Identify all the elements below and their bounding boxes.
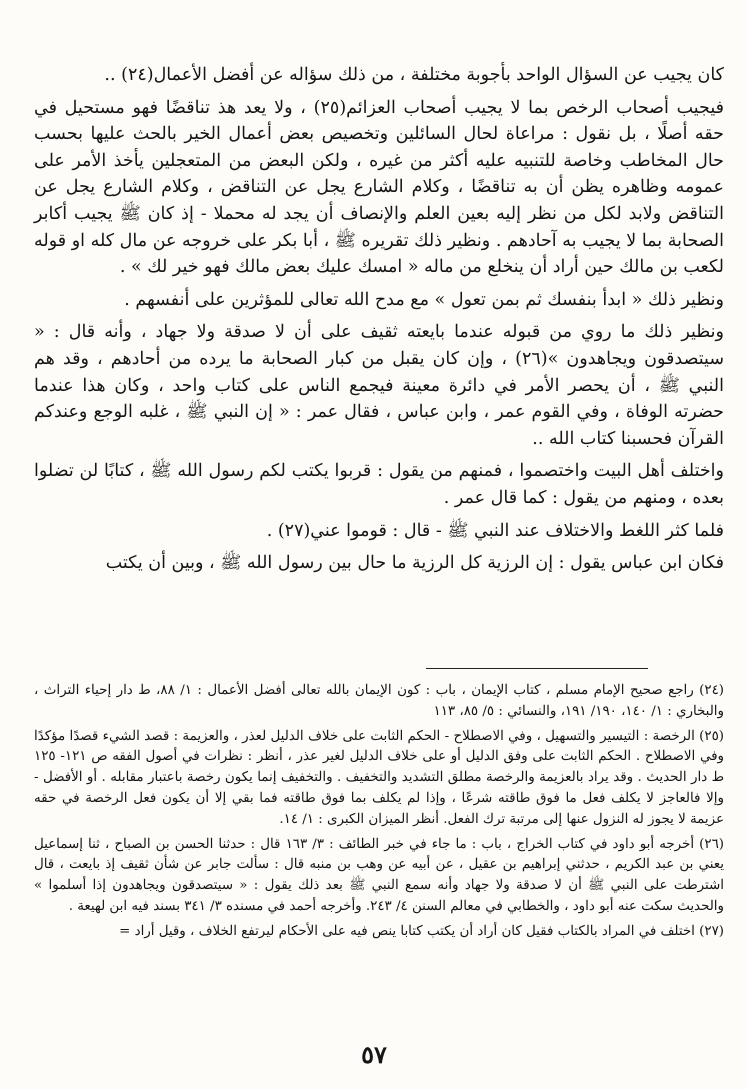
- footnotes: [34, 681, 724, 947]
- paragraph-3: ونظير ذلك « ابدأ بنفسك ثم بمن تعول » مع مدح الله تعالى للمؤثرين على أنفسهم .: [124, 289, 724, 310]
- footnote-divider: [426, 668, 648, 669]
- paragraph-6: فلما كثر اللغط والاختلاف عند النبي ﷺ - قال : قوموا عني(٢٧) .: [266, 520, 724, 541]
- footnote-27: (٢٧) اختلف في المراد بالكتاب فقيل كان أراد أن يكتب كتابا ينص فيه على الأحكام ليرتفع الخلاف ، وقيل أراد =: [119, 923, 724, 939]
- footnote-25: (٢٥) الرخصة : التيسير والتسهيل ، وفي الاصطلاح - الحكم الثابت على خلاف الدليل لعذر ، والعزيمة : قصد الشيء قصدًا مؤكدًا وفي الاصطلاح . الحكم الثابت على وفق الدليل أو على خلاف الدليل لغير عذر ، أنظر : نظرات في أصول الفقه ص ١٢١- ١٢٥ ط دار الحديث . وقد يراد بالعزيمة والرخصة مطلق التشديد والتخفيف . والتخفيف إنما يكون رخصة باعتبار مقابله . أو الأفضل - وإلا فالعاجز لا يكلف فعل ما فوق طاقته شرعًا ، وإذا لم يكلف بما فوق طاقته فما بقي إلا أن يكون فعل الرخصة في حقه عزيمة لا يجوز له النزول عنها إلى مرتبة ترك الفعل. أنظر الميزان الكبرى : ١/ ١٤.: [34, 728, 725, 827]
- footnote-26: (٢٦) أخرجه أبو داود في كتاب الخراج ، باب : ما جاء في خبر الطائف : ٣/ ١٦٣ قال : حدثنا الحسن بن الصباح ، ثنا إسماعيل يعني بن عبد الكريم ، حدثني إبراهيم بن عقيل ، عن أبيه عن وهب بن منبه قال : سألت جابر عن شأن ثقيف إذ بايعت ، قال اشترطت على النبي ﷺ أن لا صدقة ولا جهاد وأنه سمع النبي ﷺ بعد ذلك يقول : « سيتصدقون ويجاهدون إذا أسلموا » والحديث سكت عنه أبو داود ، والخطابي في معالم السنن ٤/ ٢٤٣. وأخرجه أحمد في مسنده ٣/ ٣٤١ بسند فيه ابن لهيعة .: [34, 836, 724, 914]
- paragraph-4: ونظير ذلك ما روي من قبوله عندما بايعته ثقيف على أن لا صدقة ولا جهاد ، وأنه قال : « سيتصدقون ويجاهدون »(٢٦) ، وإن كان يقبل من كبار الصحابة ما يرده من أحادهم ، وقد هم النبي ﷺ ، أن يحصر الأمر في دائرة معينة فيجمع الناس على كتاب واحد ، وكان هذا عندما حضرته الوفاة ، وفي القوم عمر ، وابن عباس ، فقال عمر : « إن النبي ﷺ ، غلبه الوجع وعندكم القرآن فحسبنا كتاب الله ..: [34, 322, 725, 449]
- main-text: [34, 62, 724, 577]
- paragraph-2: فيجيب أصحاب الرخص بما لا يجيب أصحاب العزائم(٢٥) ، ولا يعد هذ تناقضًا فهو مستحيل في حقه أصلًا ، بل نقول : مراعاة لحال السائلين وتخصيص بعض أعمال الخير بالحث عليها بحسب حال المخاطب وخاصة للتنبيه عليه أكثر من غيره ، ولكن البعض من المتعجلين يأخذ الأمر على عمومه وظاهره يظن أن به تناقضًا ، وكلام الشارع يجل عن التناقض ، وكلام الشارع يجل عن التناقض ولابد لكل من نظر إليه بعين العلم والإنصاف أن يجد له محملا - إذ كان ﷺ يجيب أكابر الصحابة بما لا يجيب به آحادهم . ونظير ذلك تقريره ﷺ ، أبا بكر على خروجه عن مال كله او قوله لكعب بن مالك حين أراد أن ينخلع من ماله « امسك عليك بعض مالك فهو خير لك » .: [34, 97, 724, 278]
- footnote-24: (٢٤) راجع صحيح الإمام مسلم ، كتاب الإيمان ، باب : كون الإيمان بالله تعالى أفضل الأعمال : ١/ ٨٨، ط دار إحياء التراث ، والبخاري : ١/ ١٤٠، ١٩٠/ ١٩١، والنسائي : ٥/ ٨٥، ١١٣: [34, 683, 724, 719]
- paragraph-1: كان يجيب عن السؤال الواحد بأجوبة مختلفة ، من ذلك سؤاله عن أفضل الأعمال(٢٤) ..: [104, 65, 724, 85]
- page-number: ٥٧: [361, 1040, 387, 1069]
- paragraph-5: واختلف أهل البيت واختصموا ، فمنهم من يقول : قربوا يكتب لكم رسول الله ﷺ ، كتابًا لن تضلوا بعده ، ومنهم من يقول : كما قال عمر .: [34, 461, 724, 508]
- paragraph-7: فكان ابن عباس يقول : إن الرزية كل الرزية ما حال بين رسول الله ﷺ ، وبين أن يكتب: [105, 553, 724, 574]
